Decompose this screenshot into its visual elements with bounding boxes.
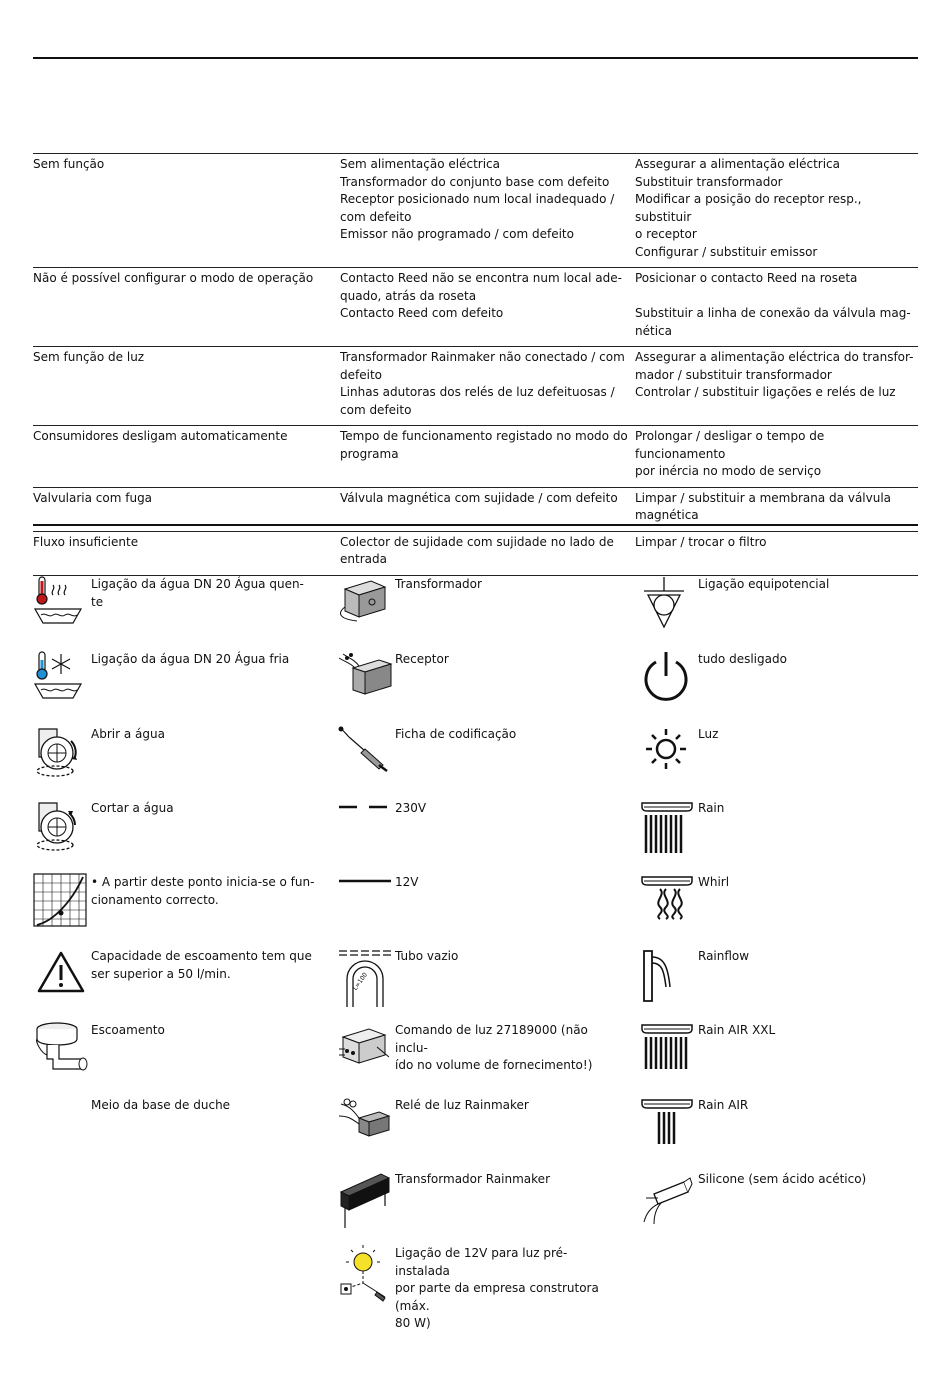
remedy-text: Prolongar / desligar o tempo de funcionamento	[635, 429, 825, 461]
legend-label-line: Transformador	[395, 577, 482, 591]
remedy-text	[635, 288, 918, 306]
cause-text: Linhas adutoras dos relés de luz defeituosas /	[340, 385, 615, 399]
remedy-cell	[635, 426, 918, 488]
rain-air-icon	[640, 1096, 696, 1156]
remedy-text: o receptor	[635, 227, 697, 241]
legend-label	[698, 726, 923, 744]
legend-label	[91, 874, 316, 909]
legend-label-line: Transformador Rainmaker	[395, 1172, 550, 1186]
legend-label	[698, 800, 923, 818]
legend-label-line: • A partir deste ponto inicia-se o fun-	[91, 875, 315, 889]
legend-label	[91, 576, 316, 611]
remedy-text: mador / substituir transformador	[635, 367, 832, 382]
problem-cell	[33, 347, 340, 426]
legend-label-line: Cortar a água	[91, 801, 174, 815]
light-control-icon	[337, 1021, 393, 1081]
cause-text: Receptor posicionado num local inadequado /	[340, 192, 615, 206]
remedy-text: Limpar / substituir a membrana da válvula magnética	[635, 490, 892, 522]
remedy-text: Configurar / substituir emissor	[635, 244, 818, 259]
legend-label-line: por parte da empresa construtora (máx.	[395, 1281, 599, 1313]
legend-label	[395, 651, 620, 669]
legend-label	[395, 576, 620, 594]
legend-label-line: Relé de luz Rainmaker	[395, 1098, 529, 1112]
problem-cell	[33, 426, 340, 488]
legend-label-line: 80 W)	[395, 1316, 431, 1330]
legend-label-line: Rain AIR	[698, 1098, 749, 1112]
legend-label	[395, 1022, 620, 1075]
legend-label-line: Comando de luz 27189000 (não inclu-	[395, 1023, 588, 1055]
legend-label-line: Ligação da água DN 20 Água quen-	[91, 577, 304, 591]
remedy-text: Assegurar a alimentação eléctrica do transfor-	[635, 350, 914, 364]
problem-text: Valvularia com fuga	[33, 490, 153, 505]
legend-label	[91, 651, 316, 669]
legend-label	[698, 651, 923, 669]
rain-air-xxl-icon	[640, 1021, 696, 1081]
legend-label-line: Rain	[698, 801, 725, 815]
cause-text: Sem alimentação eléctrica	[340, 157, 500, 171]
cold-water-icon	[33, 650, 89, 710]
legend-label-line: Ligação equipotencial	[698, 577, 830, 591]
receiver-icon	[337, 650, 393, 710]
cause-text: Emissor não programado / com defeito	[340, 227, 574, 241]
legend-label-line: Escoamento	[91, 1023, 165, 1037]
cause-cell	[340, 154, 635, 268]
light-relay-icon	[337, 1096, 393, 1156]
cause-text: com defeito	[340, 209, 412, 224]
light-connection-icon	[337, 1244, 393, 1304]
rainflow-icon	[640, 947, 696, 1007]
remedy-text: Controlar / substituir ligações e relés de luz	[635, 385, 896, 399]
remedy-text: Assegurar a alimentação eléctrica	[635, 157, 841, 171]
legend-label	[91, 948, 316, 983]
cause-cell	[340, 347, 635, 426]
remedy-text: Limpar / trocar o filtro	[635, 534, 767, 549]
legend-label-line: Luz	[698, 727, 719, 741]
legend-label-line: Tubo vazio	[395, 949, 459, 963]
legend-label-line: Meio da base de duche	[91, 1098, 231, 1112]
cause-text: defeito	[340, 367, 382, 382]
rainmaker-transformer-icon	[337, 1170, 393, 1230]
cause-cell	[340, 268, 635, 347]
section-rule	[33, 524, 918, 526]
legend-label	[395, 800, 620, 818]
whirl-icon	[640, 873, 696, 933]
solid-line-icon	[337, 873, 393, 933]
remedy-text: nética	[635, 323, 672, 338]
silicone-icon	[640, 1170, 696, 1230]
empty-tube-icon	[337, 947, 393, 1007]
legend-label	[91, 1022, 316, 1040]
cause-text: Contacto Reed com defeito	[340, 306, 504, 320]
legend-label-line: te	[91, 594, 104, 609]
legend-label-line: Ligação da água DN 20 Água fria	[91, 652, 290, 666]
legend-label	[91, 800, 316, 818]
problem-cell	[33, 531, 340, 575]
legend-label-line: Whirl	[698, 875, 730, 889]
dashed-line-icon	[337, 799, 393, 859]
legend-label	[395, 726, 620, 744]
cause-text: quado, atrás da roseta	[340, 288, 477, 303]
cause-cell	[340, 426, 635, 488]
cause-text: com defeito	[340, 402, 412, 417]
legend-label	[395, 1097, 620, 1115]
legend-label-line: Ficha de codificação	[395, 727, 517, 741]
flow-graph-icon	[33, 873, 89, 933]
coding-plug-icon	[337, 725, 393, 785]
troubleshooting-table	[33, 153, 918, 576]
legend-label	[395, 1171, 620, 1189]
problem-cell	[33, 268, 340, 347]
cause-text: Contacto Reed não se encontra num local ade-	[340, 271, 622, 285]
svg-text:L=100: L=100	[351, 971, 369, 992]
remedy-cell	[635, 154, 918, 268]
legend-label-line: Rainflow	[698, 949, 750, 963]
rain-icon	[640, 799, 696, 859]
legend-label-line: cionamento correcto.	[91, 892, 219, 907]
hot-water-icon	[33, 575, 89, 635]
legend-label	[698, 1097, 923, 1115]
cause-text: Transformador Rainmaker não conectado / com	[340, 350, 625, 364]
legend-label-line: 12V	[395, 875, 419, 889]
remedy-text: Substituir transformador	[635, 174, 783, 189]
remedy-cell	[635, 531, 918, 575]
problem-cell	[33, 154, 340, 268]
problem-text: Não é possível configurar o modo de operação	[33, 271, 314, 285]
legend-label	[395, 1245, 620, 1333]
legend-label	[698, 874, 923, 892]
problem-text: Consumidores desligam automaticamente	[33, 429, 288, 443]
legend-label	[698, 1171, 923, 1189]
legend-label	[395, 874, 620, 892]
legend-label-line: Abrir a água	[91, 727, 165, 741]
top-rule	[33, 57, 918, 59]
sun-icon	[640, 725, 696, 785]
open-water-icon	[33, 725, 89, 785]
table-row	[33, 268, 918, 347]
remedy-text: Posicionar o contacto Reed na roseta	[635, 271, 858, 285]
legend-label	[91, 726, 316, 744]
table-row	[33, 531, 918, 575]
cause-text: Transformador do conjunto base com defeito	[340, 174, 610, 189]
legend-label	[91, 1097, 316, 1115]
remedy-cell	[635, 347, 918, 426]
table-row	[33, 154, 918, 268]
cause-text: Tempo de funcionamento registado no modo do	[340, 429, 628, 443]
legend-label-line: ser superior a 50 l/min.	[91, 966, 231, 981]
remedy-text: Modificar a posição do receptor resp., substituir	[635, 192, 862, 224]
legend-label	[698, 1022, 923, 1040]
legend-label-line: Silicone (sem ácido acético)	[698, 1172, 867, 1186]
legend-label-line: Receptor	[395, 652, 449, 666]
problem-text: Sem função	[33, 157, 105, 171]
legend-label-line: Rain AIR XXL	[698, 1023, 776, 1037]
table-row	[33, 426, 918, 488]
close-water-icon	[33, 799, 89, 859]
cause-cell	[340, 531, 635, 575]
warning-icon	[33, 947, 89, 1007]
problem-text: Fluxo insuficiente	[33, 534, 139, 549]
problem-text: Sem função de luz	[33, 350, 145, 364]
legend-label	[698, 576, 923, 594]
legend-label-line: 230V	[395, 801, 427, 815]
remedy-text: Substituir a linha de conexão da válvula mag-	[635, 306, 911, 320]
cause-text: Colector de sujidade com sujidade no lado de entrada	[340, 534, 614, 566]
cause-text: programa	[340, 446, 399, 461]
legend-label-line: Capacidade de escoamento tem que	[91, 949, 312, 963]
legend-label-line: tudo desligado	[698, 652, 787, 666]
legend-label	[698, 948, 923, 966]
remedy-text: por inércia no modo de serviço	[635, 464, 822, 478]
cause-text: Válvula magnética com sujidade / com defeito	[340, 490, 618, 505]
power-icon	[640, 650, 696, 710]
equipotential-icon	[640, 575, 696, 635]
legend-label-line: Ligação de 12V para luz pré-instalada	[395, 1246, 568, 1278]
legend-label-line: ído no volume de fornecimento!)	[395, 1058, 593, 1072]
remedy-cell	[635, 268, 918, 347]
transformer-icon	[337, 575, 393, 635]
drain-icon	[33, 1021, 89, 1081]
legend-label	[395, 948, 620, 966]
table-row	[33, 347, 918, 426]
